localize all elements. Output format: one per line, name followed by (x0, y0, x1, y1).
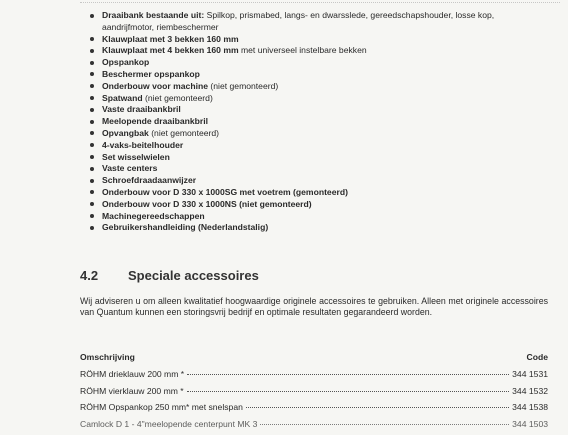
section-heading (80, 268, 259, 283)
list-item (90, 116, 560, 128)
bullet-icon (90, 214, 94, 218)
bullet-icon (90, 226, 94, 230)
scope-of-delivery-list (90, 10, 560, 234)
bullet-icon (90, 179, 94, 183)
list-item-normal-text: (niet gemonteerd) (143, 93, 213, 103)
list-item-normal-text: Spilkop, prismabed, langs- en dwarsslede, gereedschapshouder, losse kop, (204, 10, 494, 20)
list-item (90, 152, 560, 164)
list-item-bold-text: Meelopende draaibankbril (102, 116, 208, 126)
list-item-continuation: aandrijfmotor, riembeschermer (102, 22, 560, 34)
list-item-bold-text: Onderbouw voor machine (102, 81, 208, 91)
table-row (80, 419, 548, 435)
bullet-icon (90, 37, 94, 41)
bullet-icon (90, 155, 94, 159)
list-item (90, 199, 560, 211)
list-item-bold-text: Set wisselwielen (102, 152, 170, 162)
bullet-icon (90, 96, 94, 100)
list-item-normal-text: met universeel instelbare bekken (239, 45, 367, 55)
list-item (90, 163, 560, 175)
list-item (90, 211, 560, 223)
list-item-bold-text: Gebruikershandleiding (Nederlandstalig) (102, 222, 268, 232)
list-item (90, 128, 560, 140)
bullet-icon (90, 14, 94, 18)
column-code-header: Code (527, 352, 548, 362)
list-item-bold-text: 4-vaks-beitelhouder (102, 140, 183, 150)
bullet-icon (90, 84, 94, 88)
column-description-header: Omschrijving (80, 352, 135, 362)
bullet-icon (90, 120, 94, 124)
accessories-table-header (80, 352, 548, 362)
bullet-icon (90, 167, 94, 171)
list-item-bold-text: Beschermer opspankop (102, 69, 200, 79)
list-item-bold-text: Draaibank bestaande uit: (102, 10, 204, 20)
row-description: Camlock D 1 - 4"meelopende centerpunt MK 3 (80, 419, 257, 429)
bullet-icon (90, 131, 94, 135)
list-item-bold-text: Onderbouw voor D 330 x 1000NS (niet gemonteerd) (102, 199, 312, 209)
bullet-icon (90, 61, 94, 65)
list-item (90, 187, 560, 199)
row-description: RÖHM drieklauw 200 mm * (80, 369, 184, 379)
list-item-bold-text: Schroefdraadaanwijzer (102, 175, 196, 185)
list-item-normal-text: (niet gemonteerd) (208, 81, 278, 91)
dot-leader (187, 391, 510, 392)
bullet-icon (90, 108, 94, 112)
accessories-table-body (80, 369, 548, 435)
row-code: 344 1503 (512, 419, 548, 429)
bullet-icon (90, 72, 94, 76)
list-item-normal-text: (niet gemonteerd) (149, 128, 219, 138)
list-item-bold-text: Opvangbak (102, 128, 149, 138)
list-item (90, 104, 560, 116)
list-item (90, 81, 560, 93)
row-description: RÖHM vierklauw 200 mm * (80, 386, 184, 396)
list-item (90, 93, 560, 105)
list-item (90, 222, 560, 234)
bullet-icon (90, 190, 94, 194)
bullet-icon (90, 143, 94, 147)
dot-leader (246, 407, 509, 408)
bullet-icon (90, 202, 94, 206)
dot-leader (187, 374, 509, 375)
table-row (80, 369, 548, 386)
row-code: 344 1531 (512, 369, 548, 379)
section-title: Speciale accessoires (128, 268, 259, 283)
cropped-top-line (80, 0, 560, 3)
list-item-bold-text: Machinegereedschappen (102, 211, 205, 221)
list-item (90, 45, 560, 57)
list-item-bold-text: Vaste centers (102, 163, 157, 173)
row-code: 344 1538 (512, 402, 548, 412)
list-item (90, 34, 560, 46)
list-item-bold-text: Onderbouw voor D 330 x 1000SG met voetrem (gemonteerd) (102, 187, 348, 197)
list-item-bold-text: Klauwplaat met 3 bekken 160 mm (102, 34, 239, 44)
list-item (90, 175, 560, 187)
bullet-icon (90, 49, 94, 53)
table-row (80, 386, 548, 403)
table-row (80, 402, 548, 419)
dot-leader (260, 424, 509, 425)
list-item (90, 69, 560, 81)
section-intro-paragraph: Wij adviseren u om alleen kwalitatief hoogwaardige originele accessoires te gebruiken. Alleen met originele accessoires van Quantum kunnen een storingsvrij bedrijf en optimale resultaten gegarandeerd worden. (80, 296, 548, 319)
list-item-bold-text: Vaste draaibankbril (102, 104, 181, 114)
list-item (90, 140, 560, 152)
section-number: 4.2 (80, 268, 128, 283)
row-code: 344 1532 (512, 386, 548, 396)
list-item-bold-text: Klauwplaat met 4 bekken 160 mm (102, 45, 239, 55)
list-item-bold-text: Opspankop (102, 57, 149, 67)
list-item (90, 10, 560, 34)
row-description: RÖHM Opspankop 250 mm* met snelspan (80, 402, 243, 412)
list-item (90, 57, 560, 69)
list-item-bold-text: Spatwand (102, 93, 143, 103)
